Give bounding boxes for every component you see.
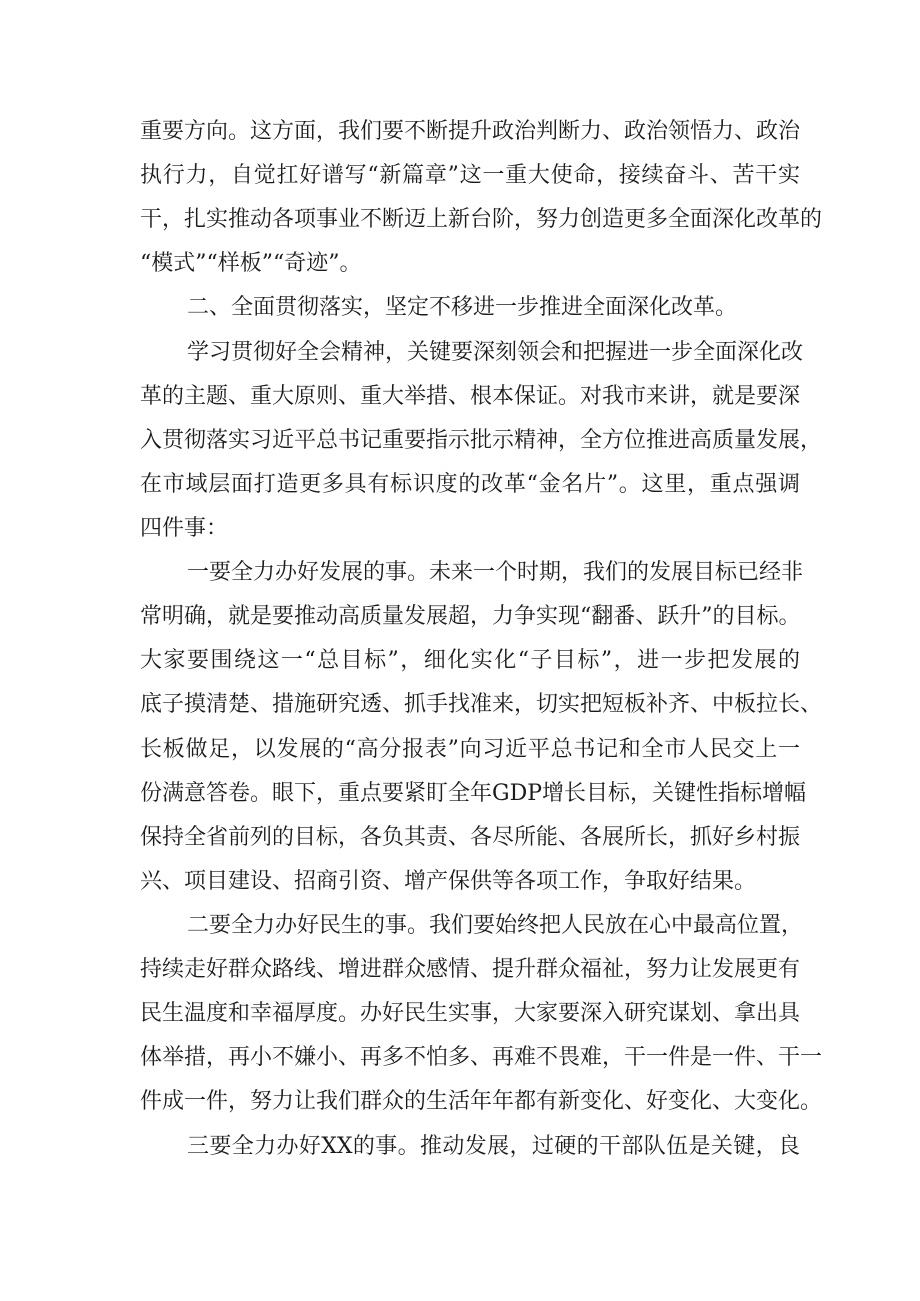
text-line: 兴、项目建设、招商引资、增产保供等各项工作，争取好结果。 (140, 869, 757, 894)
text-line: 大家要围绕这一“总目标”，细化实化“子目标”，进一步把发展的 (140, 648, 800, 673)
text-line: 入贯彻落实习近平总书记重要指示批示精神，全方位推进高质量发展， (140, 428, 823, 453)
text-line: 一要全力办好发展的事。未来一个时期，我们的发展目标已经非 (187, 560, 804, 585)
text-line: “模式”“样板”“奇迹”。 (140, 251, 362, 276)
text-line: 二要全力办好民生的事。我们要始终把人民放在心中最高位置， (187, 913, 804, 938)
text-line: 四件事： (140, 516, 229, 541)
text-line: 体举措，再小不嫌小、再多不怕多、再难不畏难，干一件是一件、干一 (140, 1045, 823, 1070)
text-line: 民生温度和幸福厚度。办好民生实事，大家要深入研究谋划、拿出具 (140, 1001, 801, 1026)
text-line: 件成一件，努力让我们群众的生活年年都有新变化、好变化、大变化。 (140, 1089, 823, 1114)
text-line: 革的主题、重大原则、重大举措、根本保证。对我市来讲，就是要深 (140, 384, 801, 409)
text-line: 持续走好群众路线、增进群众感情、提升群众福祉，努力让发展更有 (140, 957, 801, 982)
text-line: 份满意答卷。眼下，重点要紧盯全年GDP增长目标，关键性指标增幅 (140, 781, 807, 806)
text-line: 保持全省前列的目标，各负其责、各尽所能、各展所长，抓好乡村振 (140, 825, 801, 850)
text-line: 底子摸清楚、措施研究透、抓手找准来，切实把短板补齐、中板拉长、 (140, 692, 823, 717)
section-heading: 二、全面贯彻落实，坚定不移进一步推进全面深化改革。 (187, 295, 738, 320)
text-line: 重要方向。这方面，我们要不断提升政治判断力、政治领悟力、政治 (140, 119, 801, 144)
text-line: 在市域层面打造更多具有标识度的改革“金名片”。这里，重点强调 (140, 472, 800, 497)
text-line: 三要全力办好XX的事。推动发展，过硬的干部队伍是关键，良 (187, 1134, 800, 1159)
text-line: 常明确，就是要推动高质量发展超，力争实现“翻番、跃升”的目标。 (140, 604, 801, 629)
text-line: 长板做足，以发展的“高分报表”向习近平总书记和全市人民交上一 (140, 737, 800, 762)
text-line: 学习贯彻好全会精神，关键要深刻领会和把握进一步全面深化改 (187, 340, 804, 365)
text-line: 执行力，自觉扛好谱写“新篇章”这一重大使命，接续奋斗、苦干实 (140, 163, 800, 188)
text-line: 干，扎实推动各项事业不断迈上新台阶，努力创造更多全面深化改革的 (140, 207, 823, 232)
